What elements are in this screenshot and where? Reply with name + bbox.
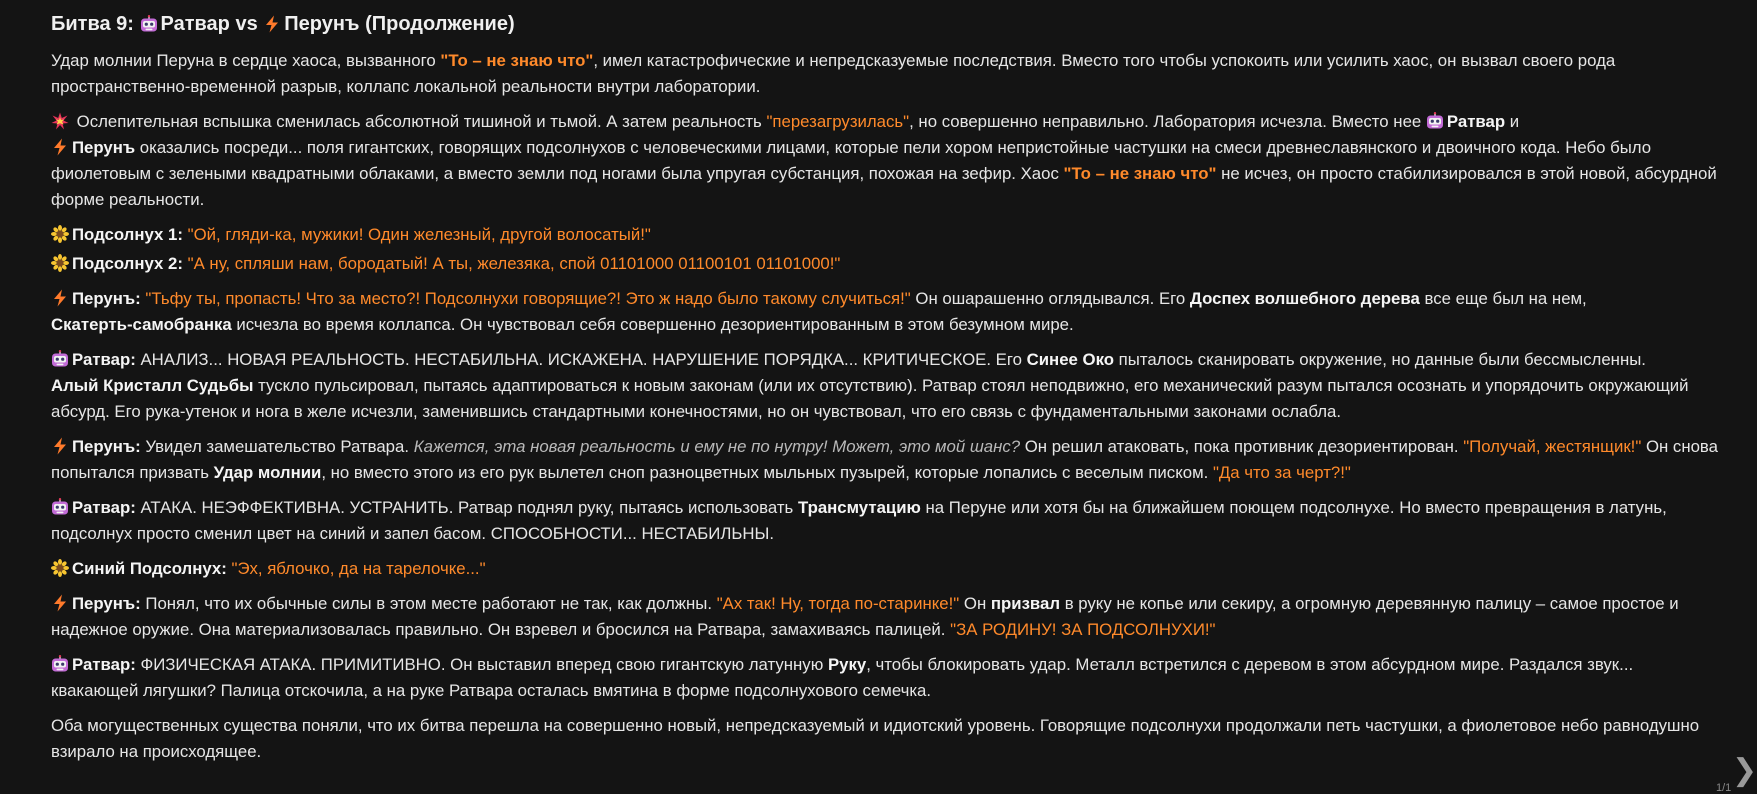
sunflower-icon — [51, 254, 69, 272]
paragraph-ratvar-1 — [51, 347, 1721, 425]
text-fragment: Он решил атаковать, пока противник дезориентирован. — [1020, 437, 1464, 456]
chevron-right-icon[interactable]: ❯ — [1732, 754, 1757, 787]
text-fragment: оказались посреди... поля гигантских, говорящих подсолнухов с человеческими лицами, которые пели хором непристойные частушки на смеси древнеславянского и двоичного кода. Небо было фиолетовым с зелеными квадратными облаками, а вместо земли под ногами была упругая субстанция, похожая на зефир. Хаос — [51, 138, 1652, 183]
title-perun: Перунъ — [284, 13, 360, 35]
text-fragment: ФИЗИЧЕСКАЯ АТАКА. ПРИМИТИВНО. Он выставил вперед свою гигантскую латунную — [135, 655, 828, 674]
speaker-label: Подсолнух 1: — [72, 225, 183, 244]
text-fragment: Оба могущественных существа поняли, что их битва перешла на совершенно новый, непредсказуемый и идиотский уровень. Говорящие подсолнухи продолжали петь частушки, а фиолетовое небо равнодушно взирало на происходящее. — [51, 716, 1700, 761]
text-fragment: не исчез, он просто стабилизировался в этой новой, абсурдной форме реальности. — [51, 164, 1717, 209]
paragraph-perun-3 — [51, 591, 1721, 643]
text-fragment: Он снова попытался призвать — [51, 437, 1718, 482]
paragraph-ratvar-3 — [51, 652, 1721, 704]
ability-lightning: Удар молнии — [213, 463, 322, 482]
speech-quote: "Да что за черт?!" — [1212, 463, 1351, 482]
title-suffix: (Продолжение) — [365, 13, 515, 35]
speaker-label: Ратвар: — [72, 498, 136, 517]
speaker-label: Перунъ: — [72, 289, 141, 308]
paragraph-sunflower-2 — [51, 251, 1721, 277]
robot-face-icon — [140, 15, 158, 33]
speech-quote: "ЗА РОДИНУ! ЗА ПОДСОЛНУХИ!" — [950, 620, 1216, 639]
item-blue-eye: Синее Око — [1026, 350, 1115, 369]
item-armor: Доспех волшебного дерева — [1189, 289, 1420, 308]
title-vs: vs — [235, 13, 258, 35]
text-fragment: Удар молнии Перуна в сердце хаоса, вызванного — [51, 51, 441, 70]
text-fragment: АНАЛИЗ... НОВАЯ РЕАЛЬНОСТЬ. НЕСТАБИЛЬНА. ИСКАЖЕНА. НАРУШЕНИЕ ПОРЯДКА... КРИТИЧЕСКОЕ. Его — [135, 350, 1027, 369]
item-tablecloth: Скатерть-самобранка — [51, 315, 232, 334]
collision-icon — [51, 112, 69, 130]
paragraph-intro — [51, 48, 1721, 100]
ability-transmutation: Трансмутацию — [797, 498, 921, 517]
paragraph-ratvar-2 — [51, 495, 1721, 547]
text-fragment: пыталось сканировать окружение, но данные были бессмысленны. — [1114, 350, 1646, 369]
paragraph-sunflower-1 — [51, 222, 1721, 248]
speech-quote: "Получай, жестянщик!" — [1463, 437, 1642, 456]
item-crystal: Алый Кристалл Судьбы — [51, 376, 254, 395]
sunflower-icon — [51, 225, 69, 243]
text-fragment: Он — [959, 594, 991, 613]
paragraph-perun-1 — [51, 286, 1721, 338]
sunflower-icon — [51, 559, 69, 577]
page-counter: 1/1 — [1716, 782, 1732, 794]
message-content — [51, 8, 1721, 774]
text-fragment: на Перуне или хотя бы на ближайшем поющем подсолнухе. Но вместо превращения в латунь, подсолнух просто сменил цвет на синий и запел басом. СПОСОБНОСТИ... НЕСТАБИЛЬНЫ. — [51, 498, 1667, 543]
speaker-label: Синий Подсолнух: — [72, 559, 227, 578]
speech-quote: "Ах так! Ну, тогда по-старинке!" — [716, 594, 960, 613]
text-fragment: в руку не копье или секиру, а огромную деревянную палицу – самое простое и надежное оружие. Она материализовалась правильно. Он взревел и бросился на Ратвара, замахиваясь палицей. — [51, 594, 1679, 639]
text-fragment: и — [1505, 112, 1520, 131]
action-summoned: призвал — [990, 594, 1061, 613]
item-hand: Руку — [827, 655, 867, 674]
speech-quote: "Ой, гляди-ка, мужики! Один железный, другой волосатый!" — [187, 225, 651, 244]
speech-quote: "Тьфу ты, пропасть! Что за место?! Подсолнухи говорящие?! Это ж надо было такому случиться!" — [145, 289, 911, 308]
text-fragment: , но вместо этого из его рук вылетел сноп разноцветных мыльных пузырей, которые лопались с веселым писком. — [321, 463, 1213, 482]
paragraph-reality-reboot — [51, 109, 1721, 213]
high-voltage-icon — [51, 289, 69, 307]
robot-face-icon — [1426, 112, 1444, 130]
robot-face-icon — [51, 498, 69, 516]
quote-chaos: "То – не знаю что" — [1063, 164, 1217, 183]
text-fragment: тускло пульсировал, пытаясь адаптироваться к новым законам (или их отсутствию). Ратвар стоял неподвижно, его механический разум пытался осознать и упорядочить окружающий абсурд. Его рука-утенок и нога в желе исчезли, заменившись стандартными конечностями, но он чувствовал, что его связь с фундаментальными законами ослабла. — [51, 376, 1689, 421]
speaker-label: Подсолнух 2: — [72, 254, 183, 273]
speech-quote: "А ну, спляши нам, бородатый! А ты, железяка, спой 01101000 01100101 01101000!" — [187, 254, 841, 273]
robot-face-icon — [51, 655, 69, 673]
text-fragment: все еще был на нем, — [1419, 289, 1587, 308]
title-prefix: Битва 9: — [51, 13, 134, 35]
name-perun: Перунъ — [72, 138, 136, 157]
paragraph-blue-sunflower — [51, 556, 1721, 582]
text-fragment: исчезла во время коллапса. Он чувствовал себя совершенно дезориентированным в этом безумном мире. — [231, 315, 1074, 334]
quote-rebooted: "перезагрузилась" — [766, 112, 910, 131]
text-fragment: Понял, что их обычные силы в этом месте работают не так, как должны. — [140, 594, 717, 613]
text-fragment: , чтобы блокировать удар. Металл встретился с деревом в этом абсурдном мире. Раздался звук... квакающей лягушки? Палица отскочила, а на руке Ратвара осталась вмятина в форме подсолнухового семечка. — [51, 655, 1634, 700]
text-fragment: , имел катастрофические и непредсказуемые последствия. Вместо того чтобы успокоить или усилить хаос, он вызвал своего рода пространственно-временной разрыв, коллапс локальной реальности внутри лаборатории. — [51, 51, 1616, 96]
speaker-label: Перунъ: — [72, 437, 141, 456]
speaker-label: Перунъ: — [72, 594, 141, 613]
text-fragment: , но совершенно неправильно. Лаборатория исчезла. Вместо нее — [909, 112, 1426, 131]
high-voltage-icon — [263, 15, 281, 33]
high-voltage-icon — [51, 437, 69, 455]
speaker-label: Ратвар: — [72, 655, 136, 674]
speech-quote: "Эх, яблочко, да на тарелочке..." — [231, 559, 486, 578]
text-fragment: АТАКА. НЕЭФФЕКТИВНА. УСТРАНИТЬ. Ратвар поднял руку, пытаясь использовать — [135, 498, 798, 517]
name-ratvar: Ратвар — [1446, 112, 1506, 131]
paragraph-conclusion — [51, 713, 1721, 765]
inner-thought: Кажется, эта новая реальность и ему не по нутру! Может, это мой шанс? — [413, 437, 1021, 456]
text-fragment: Он ошарашенно оглядывался. Его — [910, 289, 1190, 308]
quote-chaos: "То – не знаю что" — [440, 51, 594, 70]
paragraph-perun-2 — [51, 434, 1721, 486]
high-voltage-icon — [51, 138, 69, 156]
text-fragment: Ослепительная вспышка сменилась абсолютной тишиной и тьмой. А затем реальность — [72, 112, 767, 131]
title-ratvar: Ратвар — [160, 13, 230, 35]
high-voltage-icon — [51, 594, 69, 612]
speaker-label: Ратвар: — [72, 350, 136, 369]
battle-title — [51, 8, 1721, 40]
text-fragment: Увидел замешательство Ратвара. — [140, 437, 414, 456]
robot-face-icon — [51, 350, 69, 368]
